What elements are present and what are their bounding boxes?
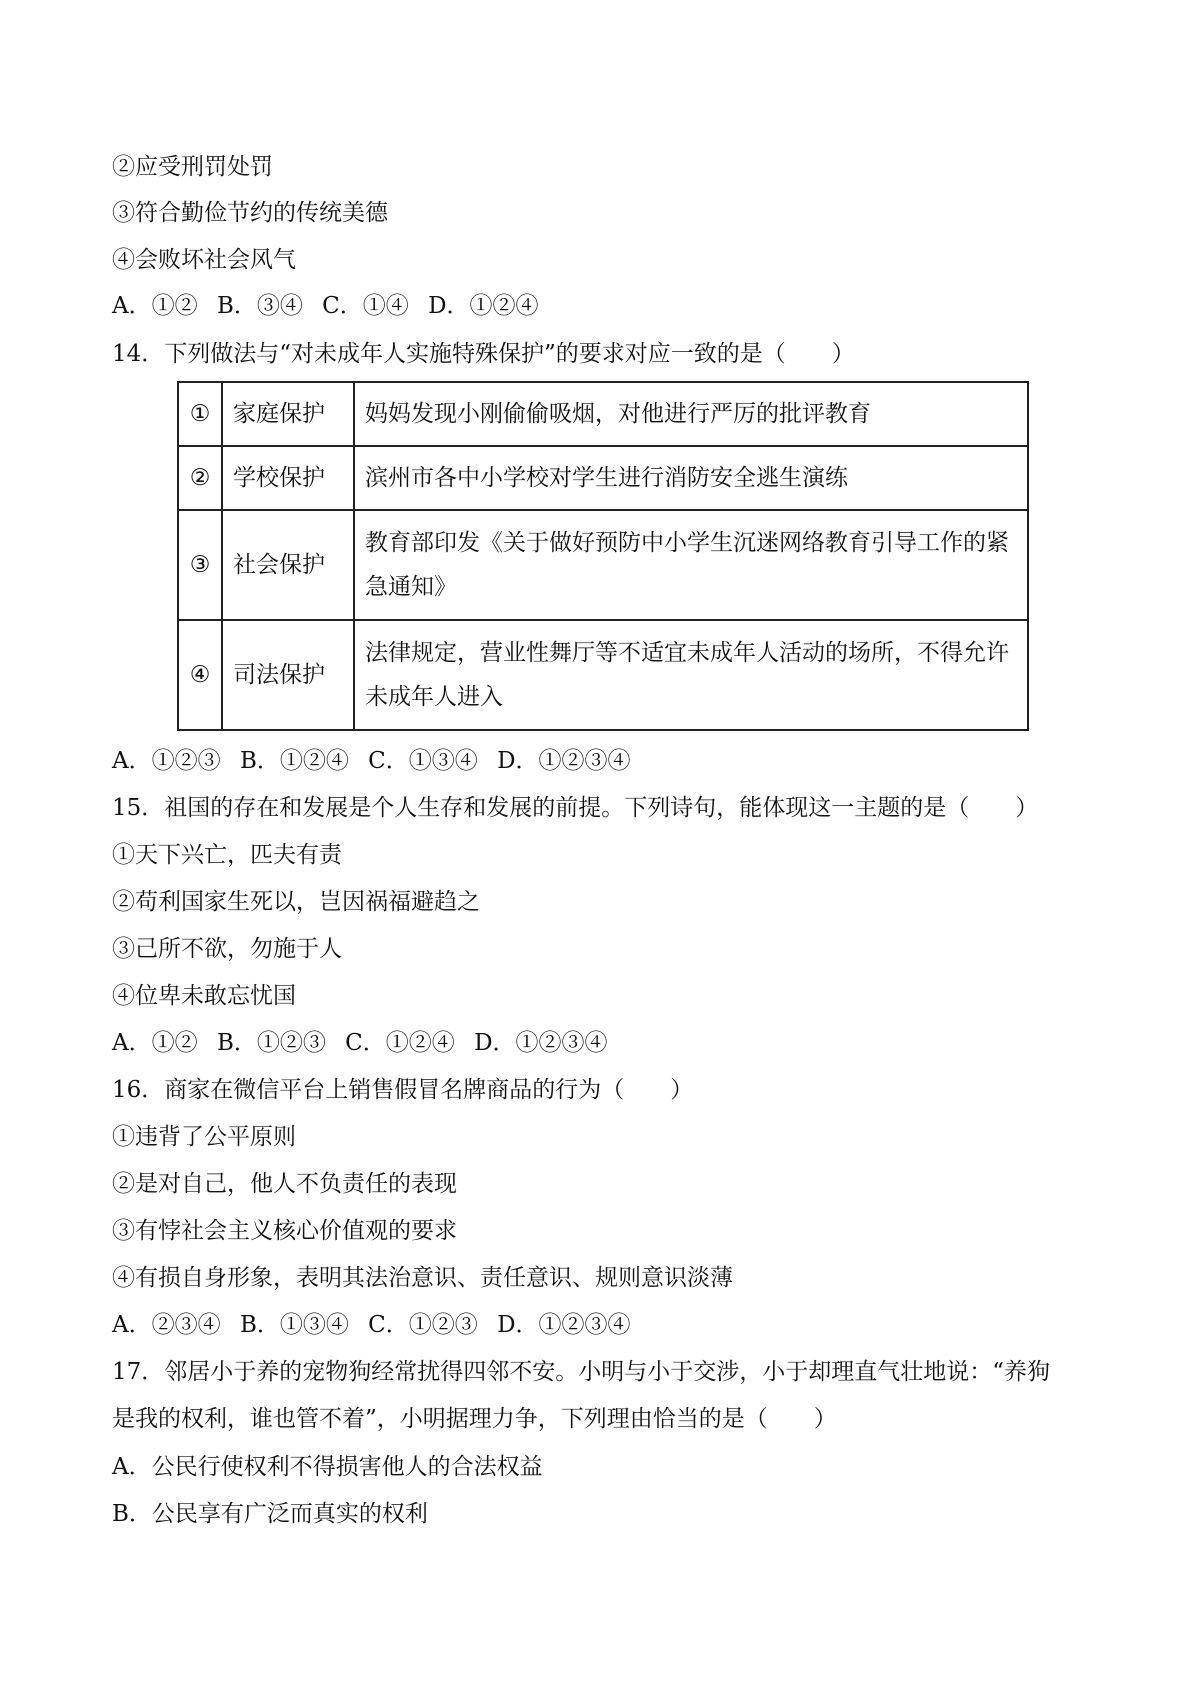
q16-option-c: C．①②③ xyxy=(368,1312,478,1338)
q13-option-d: D．①②④ xyxy=(428,293,539,319)
row-number: ④ xyxy=(178,620,222,730)
q13-option-b: B．③④ xyxy=(216,293,303,319)
row-number: ① xyxy=(178,382,222,446)
row-description: 法律规定，营业性舞厅等不适宜未成年人活动的场所，不得允许未成年人进入 xyxy=(354,620,1028,730)
row-description: 妈妈发现小刚偷偷吸烟，对他进行严厉的批评教育 xyxy=(354,382,1028,446)
q16-option-a: A．②③④ xyxy=(112,1312,221,1338)
row-category: 学校保护 xyxy=(222,446,354,510)
row-number: ② xyxy=(178,446,222,510)
row-category: 社会保护 xyxy=(222,510,354,620)
q17-option-b: B．公民享有广泛而真实的权利 xyxy=(112,1501,428,1527)
row-description: 教育部印发《关于做好预防中小学生沉迷网络教育引导工作的紧急通知》 xyxy=(354,510,1028,620)
q17-option-a: A．公民行使权利不得损害他人的合法权益 xyxy=(112,1454,543,1480)
q16-item-3: ③有悖社会主义核心价值观的要求 xyxy=(112,1218,457,1244)
row-number: ③ xyxy=(178,510,222,620)
q15-option-c: C．①②④ xyxy=(345,1030,455,1056)
q14-option-a: A．①②③ xyxy=(112,748,221,774)
q16-item-1: ①违背了公平原则 xyxy=(112,1124,296,1150)
q15-option-b: B．①②③ xyxy=(216,1030,326,1056)
row-category: 司法保护 xyxy=(222,620,354,730)
protection-table xyxy=(177,381,1029,731)
q16-item-2: ②是对自己，他人不负责任的表现 xyxy=(112,1171,457,1197)
q14-option-d: D．①②③④ xyxy=(497,748,631,774)
q15-item-4: ④位卑未敢忘忧国 xyxy=(112,983,296,1009)
row-description: 滨州市各中小学校对学生进行消防安全逃生演练 xyxy=(354,446,1028,510)
q13-option-a: A．①② xyxy=(112,293,198,319)
q16-option-d: D．①②③④ xyxy=(497,1312,631,1338)
q15-option-a: A．①② xyxy=(112,1030,198,1056)
q16-stem: 16．商家在微信平台上销售假冒名牌商品的行为（ ） xyxy=(112,1077,694,1103)
q14-option-c: C．①③④ xyxy=(368,748,478,774)
q16-option-b: B．①③④ xyxy=(239,1312,349,1338)
q16-item-4: ④有损自身形象，表明其法治意识、责任意识、规则意识淡薄 xyxy=(112,1265,733,1291)
q13-options xyxy=(112,291,539,321)
table-row xyxy=(178,446,1028,510)
q14-options xyxy=(112,746,631,776)
table-row xyxy=(178,510,1028,620)
row-category: 家庭保护 xyxy=(222,382,354,446)
q13-option-c: C．①④ xyxy=(322,293,409,319)
q15-option-d: D．①②③④ xyxy=(474,1030,608,1056)
q15-item-2: ②苟利国家生死以，岂因祸福避趋之 xyxy=(112,889,480,915)
table-row xyxy=(178,620,1028,730)
q17-stem-line-2: 是我的权利，谁也管不着”，小明据理力争，下列理由恰当的是（ ） xyxy=(112,1406,837,1432)
q14-stem: 14．下列做法与“对未成年人实施特殊保护”的要求对应一致的是（ ） xyxy=(112,341,855,367)
q17-stem-line-1: 17．邻居小于养的宠物狗经常扰得四邻不安。小明与小于交涉，小于却理直气壮地说：“养狗 xyxy=(112,1359,1051,1385)
q15-stem: 15．祖国的存在和发展是个人生存和发展的前提。下列诗句，能体现这一主题的是（ ） xyxy=(112,795,1039,821)
q15-item-1: ①天下兴亡，匹夫有责 xyxy=(112,842,342,868)
q13-item-2: ②应受刑罚处罚 xyxy=(112,154,273,180)
q16-options xyxy=(112,1310,631,1340)
q15-options xyxy=(112,1028,608,1058)
q15-item-3: ③己所不欲，勿施于人 xyxy=(112,936,342,962)
q13-item-3: ③符合勤俭节约的传统美德 xyxy=(112,200,388,226)
q14-option-b: B．①②④ xyxy=(239,748,349,774)
q13-item-4: ④会败坏社会风气 xyxy=(112,247,296,273)
table-row xyxy=(178,382,1028,446)
